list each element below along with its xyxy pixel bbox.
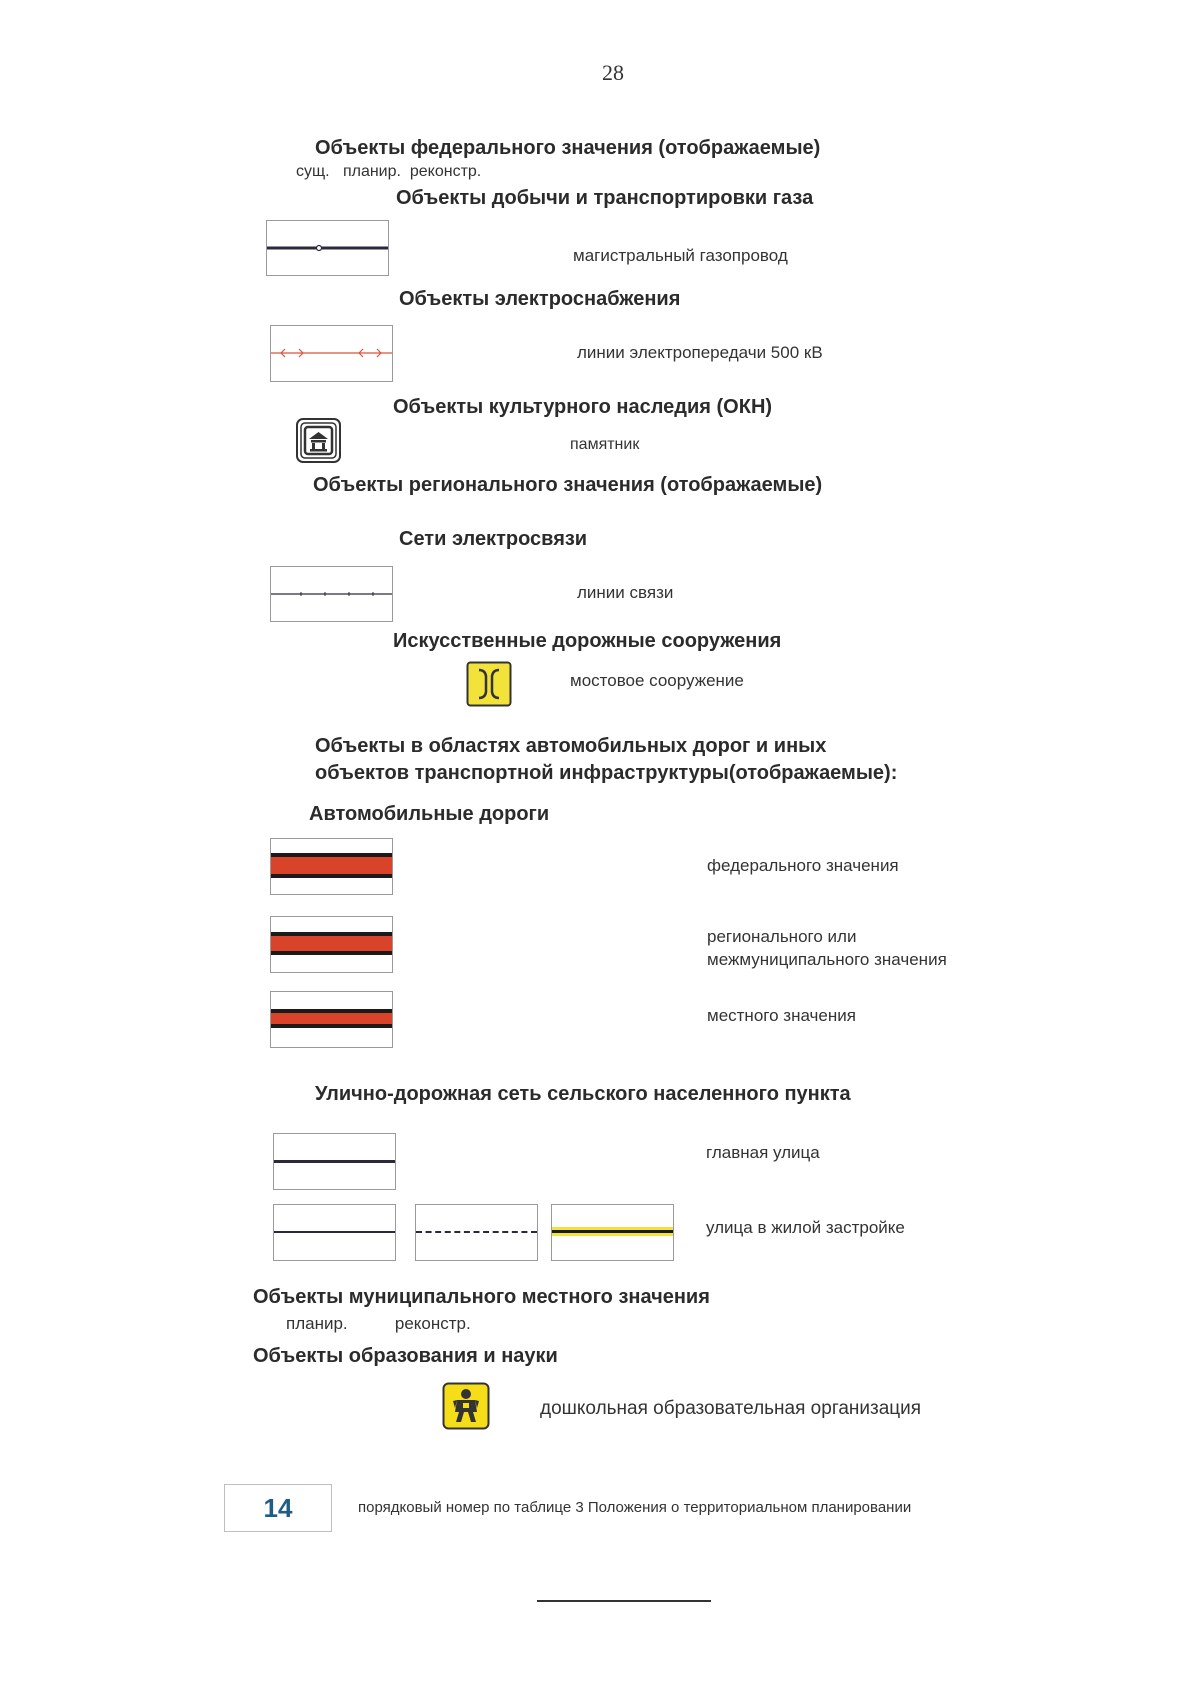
heritage-heading: Объекты культурного наследия (ОКН) <box>393 396 773 418</box>
regional-road-label-line1: регионального или <box>707 927 857 946</box>
regional-road-label-line2: межмуниципального значения <box>707 950 947 969</box>
residential-street-planned-symbol <box>415 1204 538 1261</box>
power-heading: Объекты электроснабжения <box>399 288 681 310</box>
residential-street-label: улица в жилой застройке <box>706 1218 905 1237</box>
index-description: порядковый номер по таблице 3 Положения о территориальном планировании <box>358 1499 912 1516</box>
municipal-heading: Объекты муниципального местного значения <box>253 1286 710 1308</box>
main-street-symbol <box>273 1133 396 1190</box>
end-rule <box>537 1600 711 1602</box>
regional-road-symbol <box>270 916 393 973</box>
roads-heading: Автомобильные дороги <box>309 803 550 825</box>
local-road-symbol <box>270 991 393 1048</box>
gas-pipeline-label: магистральный газопровод <box>573 246 788 265</box>
federal-road-symbol <box>270 838 393 895</box>
bridge-icon <box>466 661 512 707</box>
federal-road-label: федерального значения <box>707 856 899 875</box>
preschool-icon <box>442 1382 490 1430</box>
municipal-statuses: планир. реконстр. <box>286 1314 471 1333</box>
page-number: 28 <box>602 60 624 85</box>
federal-heading: Объекты федерального значения (отображаемые) <box>315 137 821 159</box>
transport-heading-line2: объектов транспортной инфраструктуры(отображаемые): <box>315 762 898 784</box>
local-road-label: местного значения <box>707 1006 856 1025</box>
monument-icon <box>296 418 341 463</box>
power-line-icon <box>271 326 392 381</box>
gas-pipeline-symbol <box>266 220 389 276</box>
road-structures-heading: Искусственные дорожные сооружения <box>393 630 782 652</box>
power-line-symbol <box>270 325 393 382</box>
street-network-heading: Улично-дорожная сеть сельского населенного пункта <box>315 1083 851 1105</box>
telecom-heading: Сети электросвязи <box>399 528 588 550</box>
index-number: 14 <box>263 1492 293 1523</box>
bridge-label: мостовое сооружение <box>570 671 744 690</box>
power-line-label: линии электропередачи 500 кВ <box>577 343 823 362</box>
gas-pipeline-icon <box>267 221 388 275</box>
regional-heading: Объекты регионального значения (отображаемые) <box>313 474 823 496</box>
gas-heading: Объекты добычи и транспортировки газа <box>396 187 814 209</box>
monument-label: памятник <box>570 436 640 453</box>
residential-street-reconstruction-symbol <box>551 1204 674 1261</box>
transport-heading-line1: Объекты в областях автомобильных дорог и иных <box>315 735 827 757</box>
telecom-label: линии связи <box>577 583 674 602</box>
telecom-line-icon <box>271 567 392 621</box>
federal-statuses: сущ. планир. реконстр. <box>296 163 482 180</box>
telecom-line-symbol <box>270 566 393 622</box>
residential-street-existing-symbol <box>273 1204 396 1261</box>
main-street-label: главная улица <box>706 1143 820 1162</box>
preschool-label: дошкольная образовательная организация <box>540 1398 922 1419</box>
index-number-box <box>224 1484 332 1532</box>
education-heading: Объекты образования и науки <box>253 1345 558 1367</box>
